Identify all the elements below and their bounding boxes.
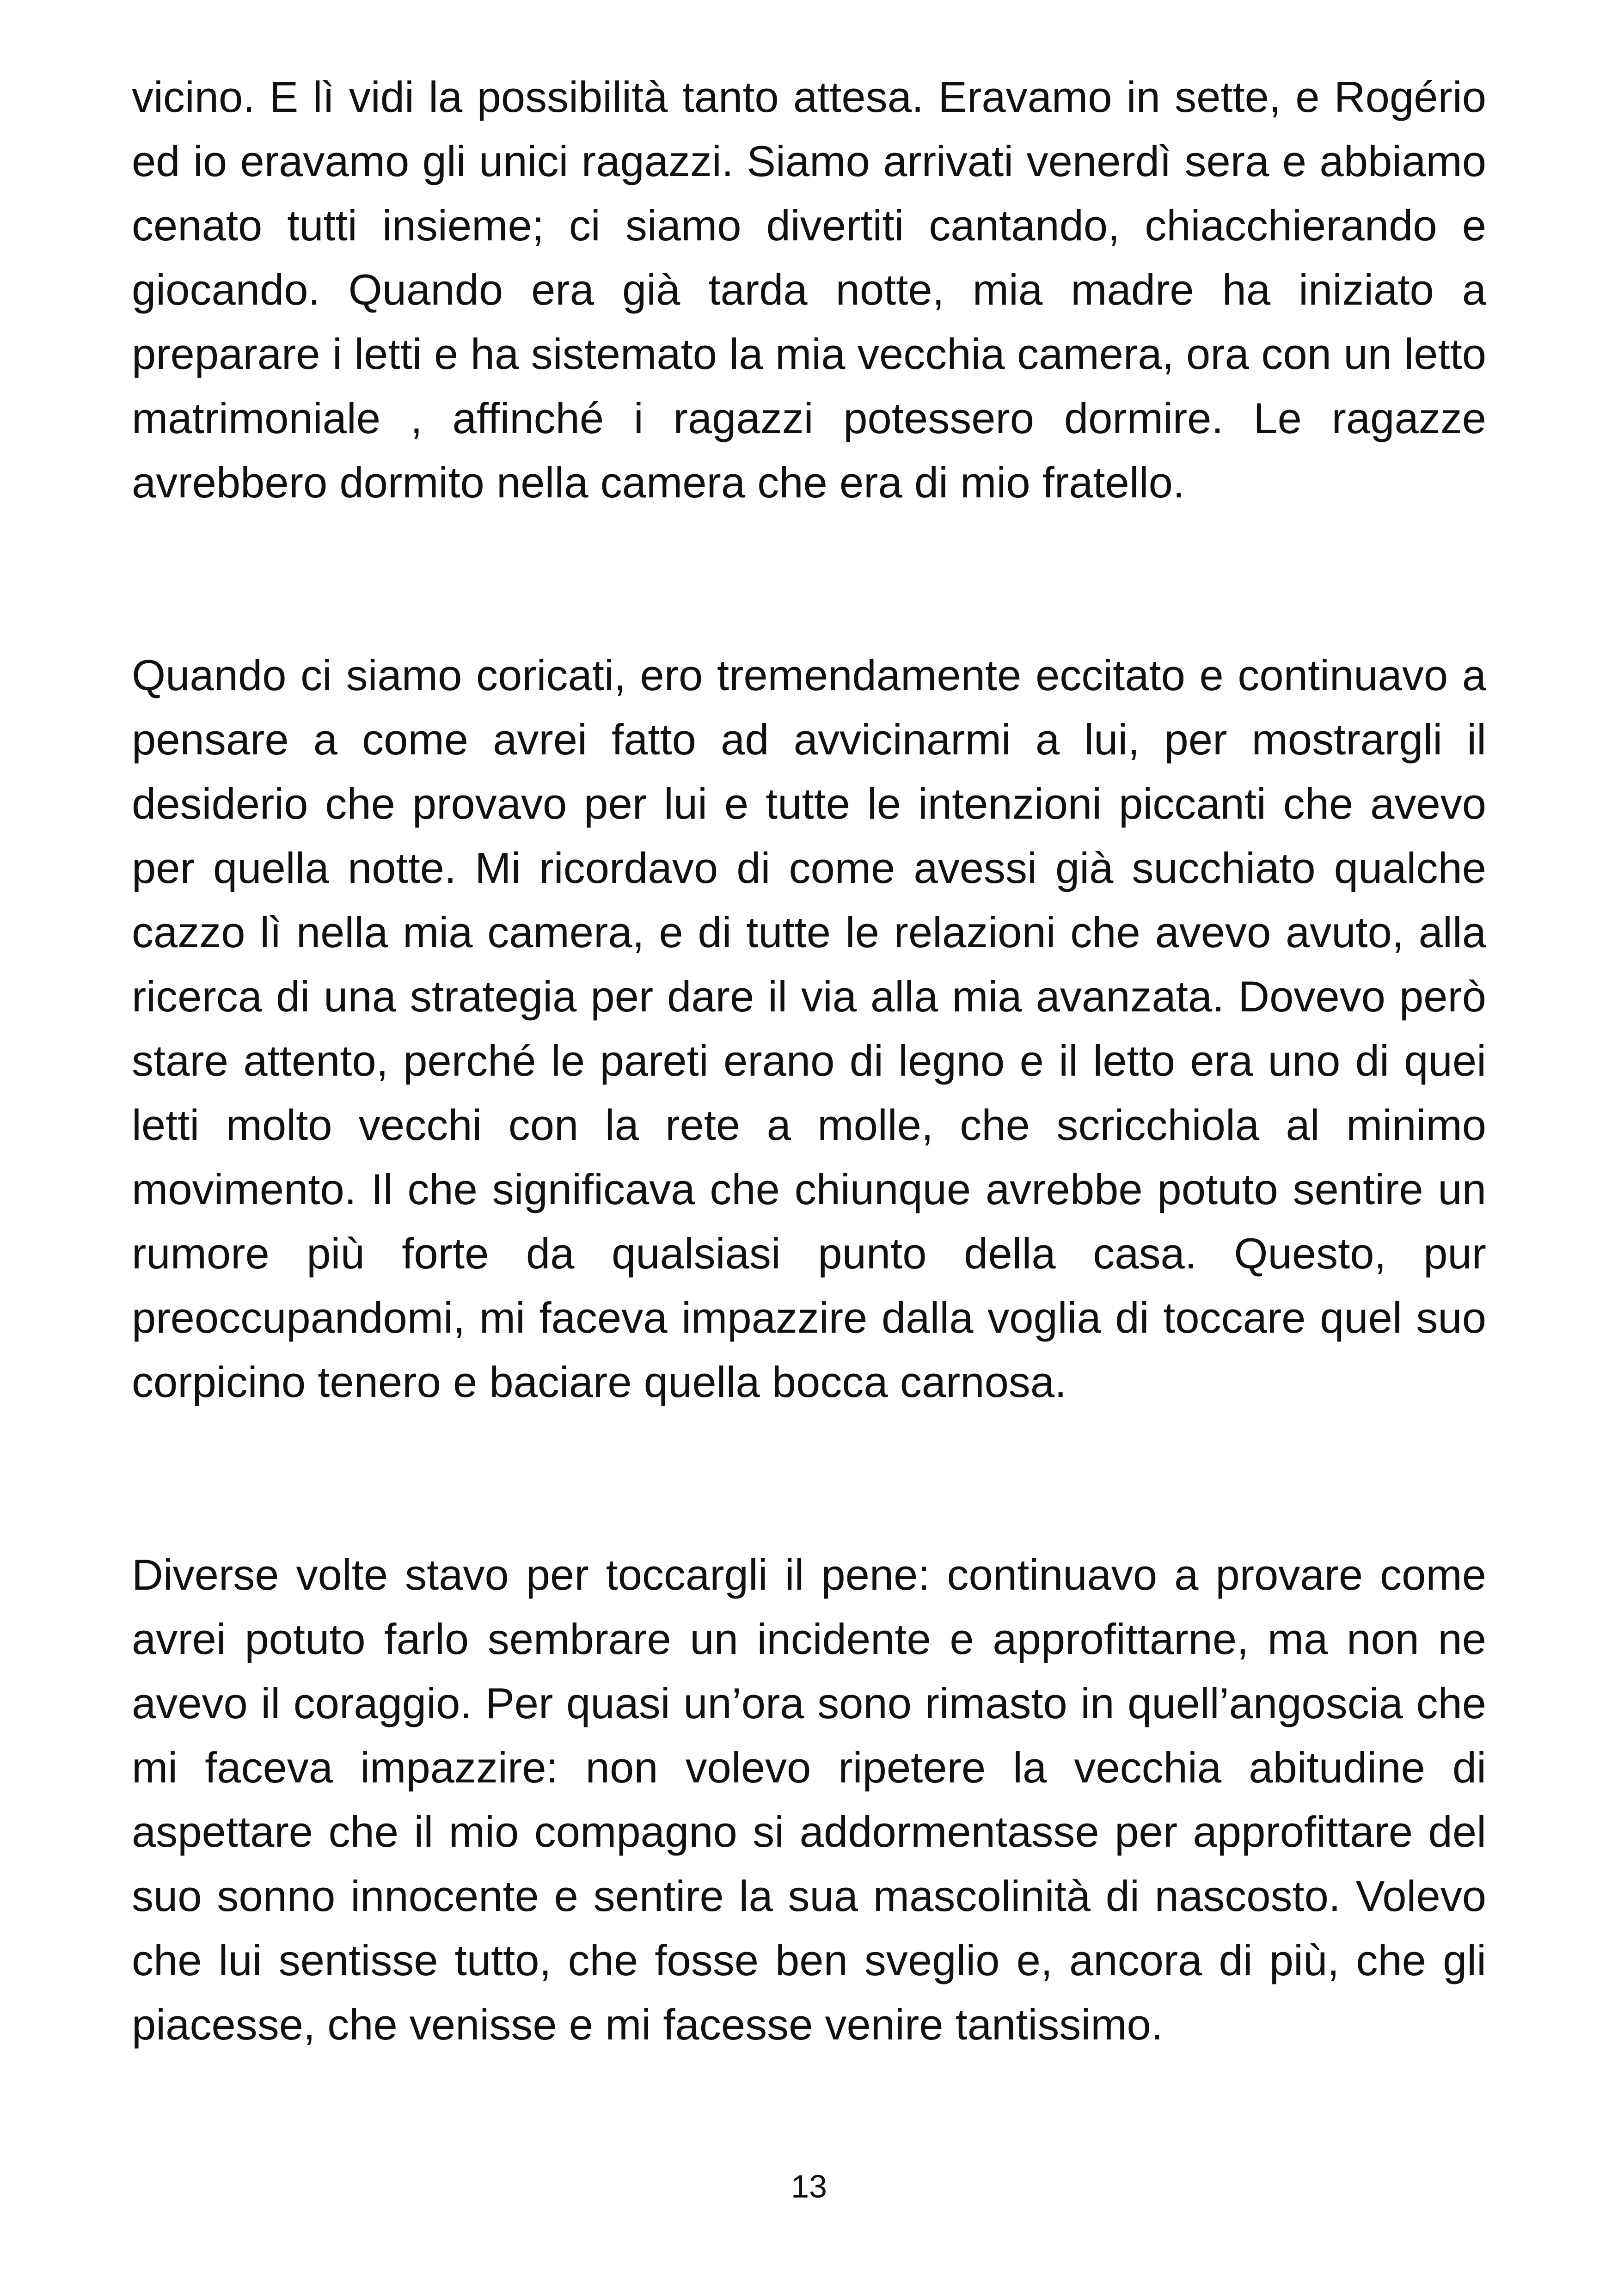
body-text [132, 65, 1486, 2057]
paragraph-1: vicino. E lì vidi la possibilità tanto attesa. Eravamo in sette, e Rogério ed io eravamo gli unici ragazzi. Siamo arrivati venerdì sera e abbiamo cenato tutti insieme; ci siamo divertiti cantando, chiacchierando e giocando. Quando era già tarda notte, mia madre ha iniziato a preparare i letti e ha sistemato la mia vecchia camera, ora con un letto matrimoniale , affinché i ragazzi potessero dormire. Le ragazze avrebbero dormito nella camera che era di mio fratello. [132, 73, 1486, 507]
paragraph-2: Quando ci siamo coricati, ero tremendamente eccitato e continuavo a pensare a come avrei fatto ad avvicinarmi a lui, per mostrargli il desiderio che provavo per lui e tutte le intenzioni piccanti che avevo per quella notte. Mi ricordavo di come avessi già succhiato qualche cazzo lì nella mia camera, e di tutte le relazioni che avevo avuto, alla ricerca di una strategia per dare il via alla mia avanzata. Dovevo però stare attento, perché le pareti erano di legno e il letto era uno di quei letti molto vecchi con la rete a molle, che scricchiola al minimo movimento. Il che significava che chiunque avrebbe potuto sentire un rumore più forte da qualsiasi punto della casa. Questo, pur preoccupandomi, mi faceva impazzire dalla voglia di toccare quel suo corpicino tenero e baciare quella bocca carnosa. [132, 651, 1486, 1406]
paragraph-gap [132, 514, 1486, 643]
paragraph-3: Diverse volte stavo per toccargli il pene: continuavo a provare come avrei potuto farlo sembrare un incidente e approfittarne, ma non ne avevo il coraggio. Per quasi un’ora sono rimasto in quell’angoscia che mi faceva impazzire: non volevo ripetere la vecchia abitudine di aspettare che il mio compagno si addormentasse per approfittare del suo sonno innocente e sentire la sua mascolinità di nascosto. Volevo che lui sentisse tutto, che fosse ben sveglio e, ancora di più, che gli piacesse, che venisse e mi facesse venire tantissimo. [132, 1550, 1486, 2049]
page-number: 13 [791, 2168, 827, 2204]
paragraph-gap [132, 1414, 1486, 1543]
